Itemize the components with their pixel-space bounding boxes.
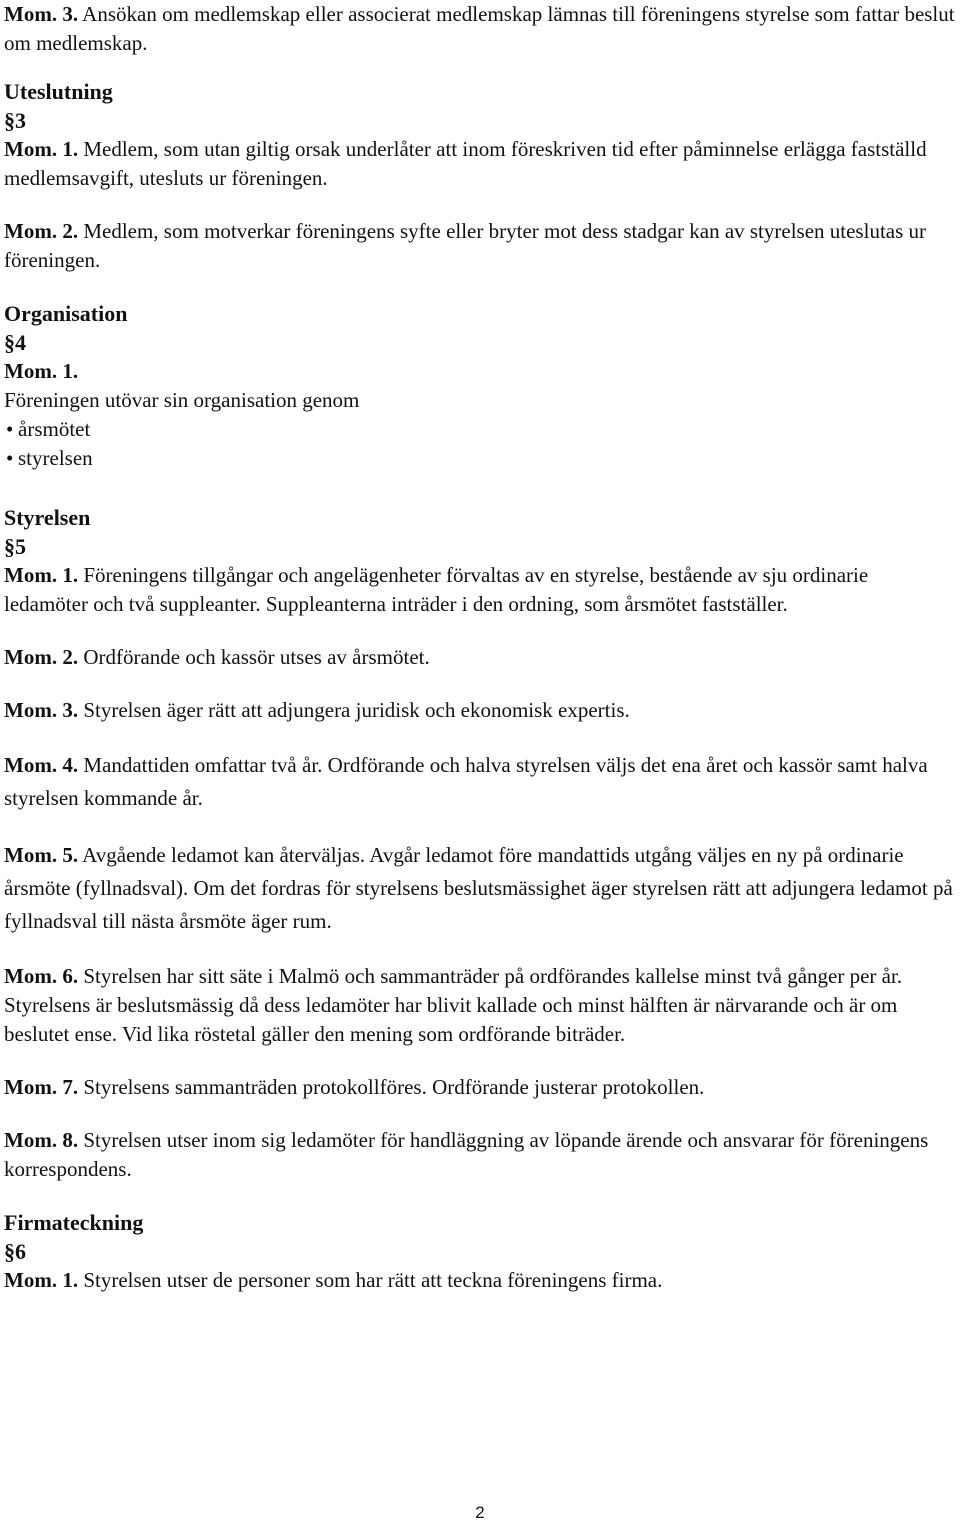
section-heading: Uteslutning <box>4 79 113 104</box>
section-number: §4 <box>4 330 26 355</box>
paragraph-text: Ordförande och kassör utses av årsmötet. <box>78 645 430 669</box>
bullet-item: • årsmötet <box>4 415 956 444</box>
section-number: §5 <box>4 534 26 559</box>
paragraph-text: Medlem, som utan giltig orsak underlåter att inom föreskriven tid efter påminnelse erlägga fastställd medlemsavgift, utesluts ur föreningen. <box>4 137 927 190</box>
section-heading: Firmateckning <box>4 1210 144 1235</box>
moment-label: Mom. 3. <box>4 2 79 26</box>
section-number: §6 <box>4 1239 26 1264</box>
moment-label: Mom. 3. <box>4 698 79 722</box>
paragraph <box>4 0 956 58</box>
paragraph <box>4 962 956 1049</box>
paragraph <box>4 643 956 672</box>
moment-label: Mom. 1. <box>4 563 79 587</box>
bullet-item: • styrelsen <box>4 444 956 473</box>
paragraph <box>4 749 956 815</box>
moment-label: Mom. 5. <box>4 843 79 867</box>
paragraph <box>4 561 956 619</box>
moment-label: Mom. 8. <box>4 1128 79 1152</box>
document-body <box>4 0 956 1295</box>
moment-label: Mom. 1. <box>4 359 79 383</box>
paragraph-text: Föreningens tillgångar och angelägenheter förvaltas av en styrelse, bestående av sju ordinarie ledamöter och två suppleanter. Suppleanterna inträder i den ordning, som årsmötet fastställer. <box>4 563 869 616</box>
paragraph-text: Styrelsen utser inom sig ledamöter för handläggning av löpande ärende och ansvarar för föreningens korrespondens. <box>4 1128 929 1181</box>
paragraph <box>4 1126 956 1184</box>
paragraph-text: Styrelsen har sitt säte i Malmö och sammanträder på ordförandes kallelse minst två gånger per år. Styrelsens är beslutsmässig då dess ledamöter har blivit kallade och minst hälften är närvarande och är om beslutet ense. Vid lika röstetal gäller den mening som ordförande biträder. <box>4 964 903 1046</box>
section-number: §3 <box>4 108 26 133</box>
moment-label: Mom. 2. <box>4 645 79 669</box>
moment-label: Mom. 2. <box>4 219 79 243</box>
paragraph-text: Medlem, som motverkar föreningens syfte eller bryter mot dess stadgar kan av styrelsen uteslutas ur föreningen. <box>4 219 927 272</box>
paragraph-text: Mandattiden omfattar två år. Ordförande och halva styrelsen väljs det ena året och kassör samt halva styrelsen kommande år. <box>4 753 928 810</box>
moment-label: Mom. 1. <box>4 1268 79 1292</box>
moment-label: Mom. 6. <box>4 964 79 988</box>
section-heading: Styrelsen <box>4 505 91 530</box>
paragraph-text: Ansökan om medlemskap eller associerat medlemskap lämnas till föreningens styrelse som fattar beslut om medlemskap. <box>4 2 955 55</box>
paragraph-text: Styrelsens sammanträden protokollföres. Ordförande justerar protokollen. <box>78 1075 705 1099</box>
moment-label: Mom. 4. <box>4 753 79 777</box>
section-heading: Organisation <box>4 301 128 326</box>
moment-label: Mom. 7. <box>4 1075 79 1099</box>
paragraph <box>4 1073 956 1102</box>
paragraph-text: Avgående ledamot kan återväljas. Avgår ledamot före mandattids utgång väljes en ny på ordinarie årsmöte (fyllnadsval). Om det fordras för styrelsens beslutsmässighet äger styrelsen rätt att adjungera ledamot på fyllnadsval till nästa årsmöte äger rum. <box>4 843 953 933</box>
paragraph <box>4 696 956 725</box>
paragraph <box>4 839 956 938</box>
paragraph <box>4 217 956 275</box>
bullet-list <box>4 415 956 473</box>
page-number: 2 <box>475 1503 485 1522</box>
paragraph <box>4 135 956 193</box>
paragraph-text: Styrelsen utser de personer som har rätt att teckna föreningens firma. <box>78 1268 663 1292</box>
paragraph-text: Styrelsen äger rätt att adjungera juridisk och ekonomisk expertis. <box>78 698 630 722</box>
moment-label: Mom. 1. <box>4 137 79 161</box>
paragraph <box>4 1266 956 1295</box>
paragraph-text: Föreningen utövar sin organisation genom <box>4 388 360 412</box>
